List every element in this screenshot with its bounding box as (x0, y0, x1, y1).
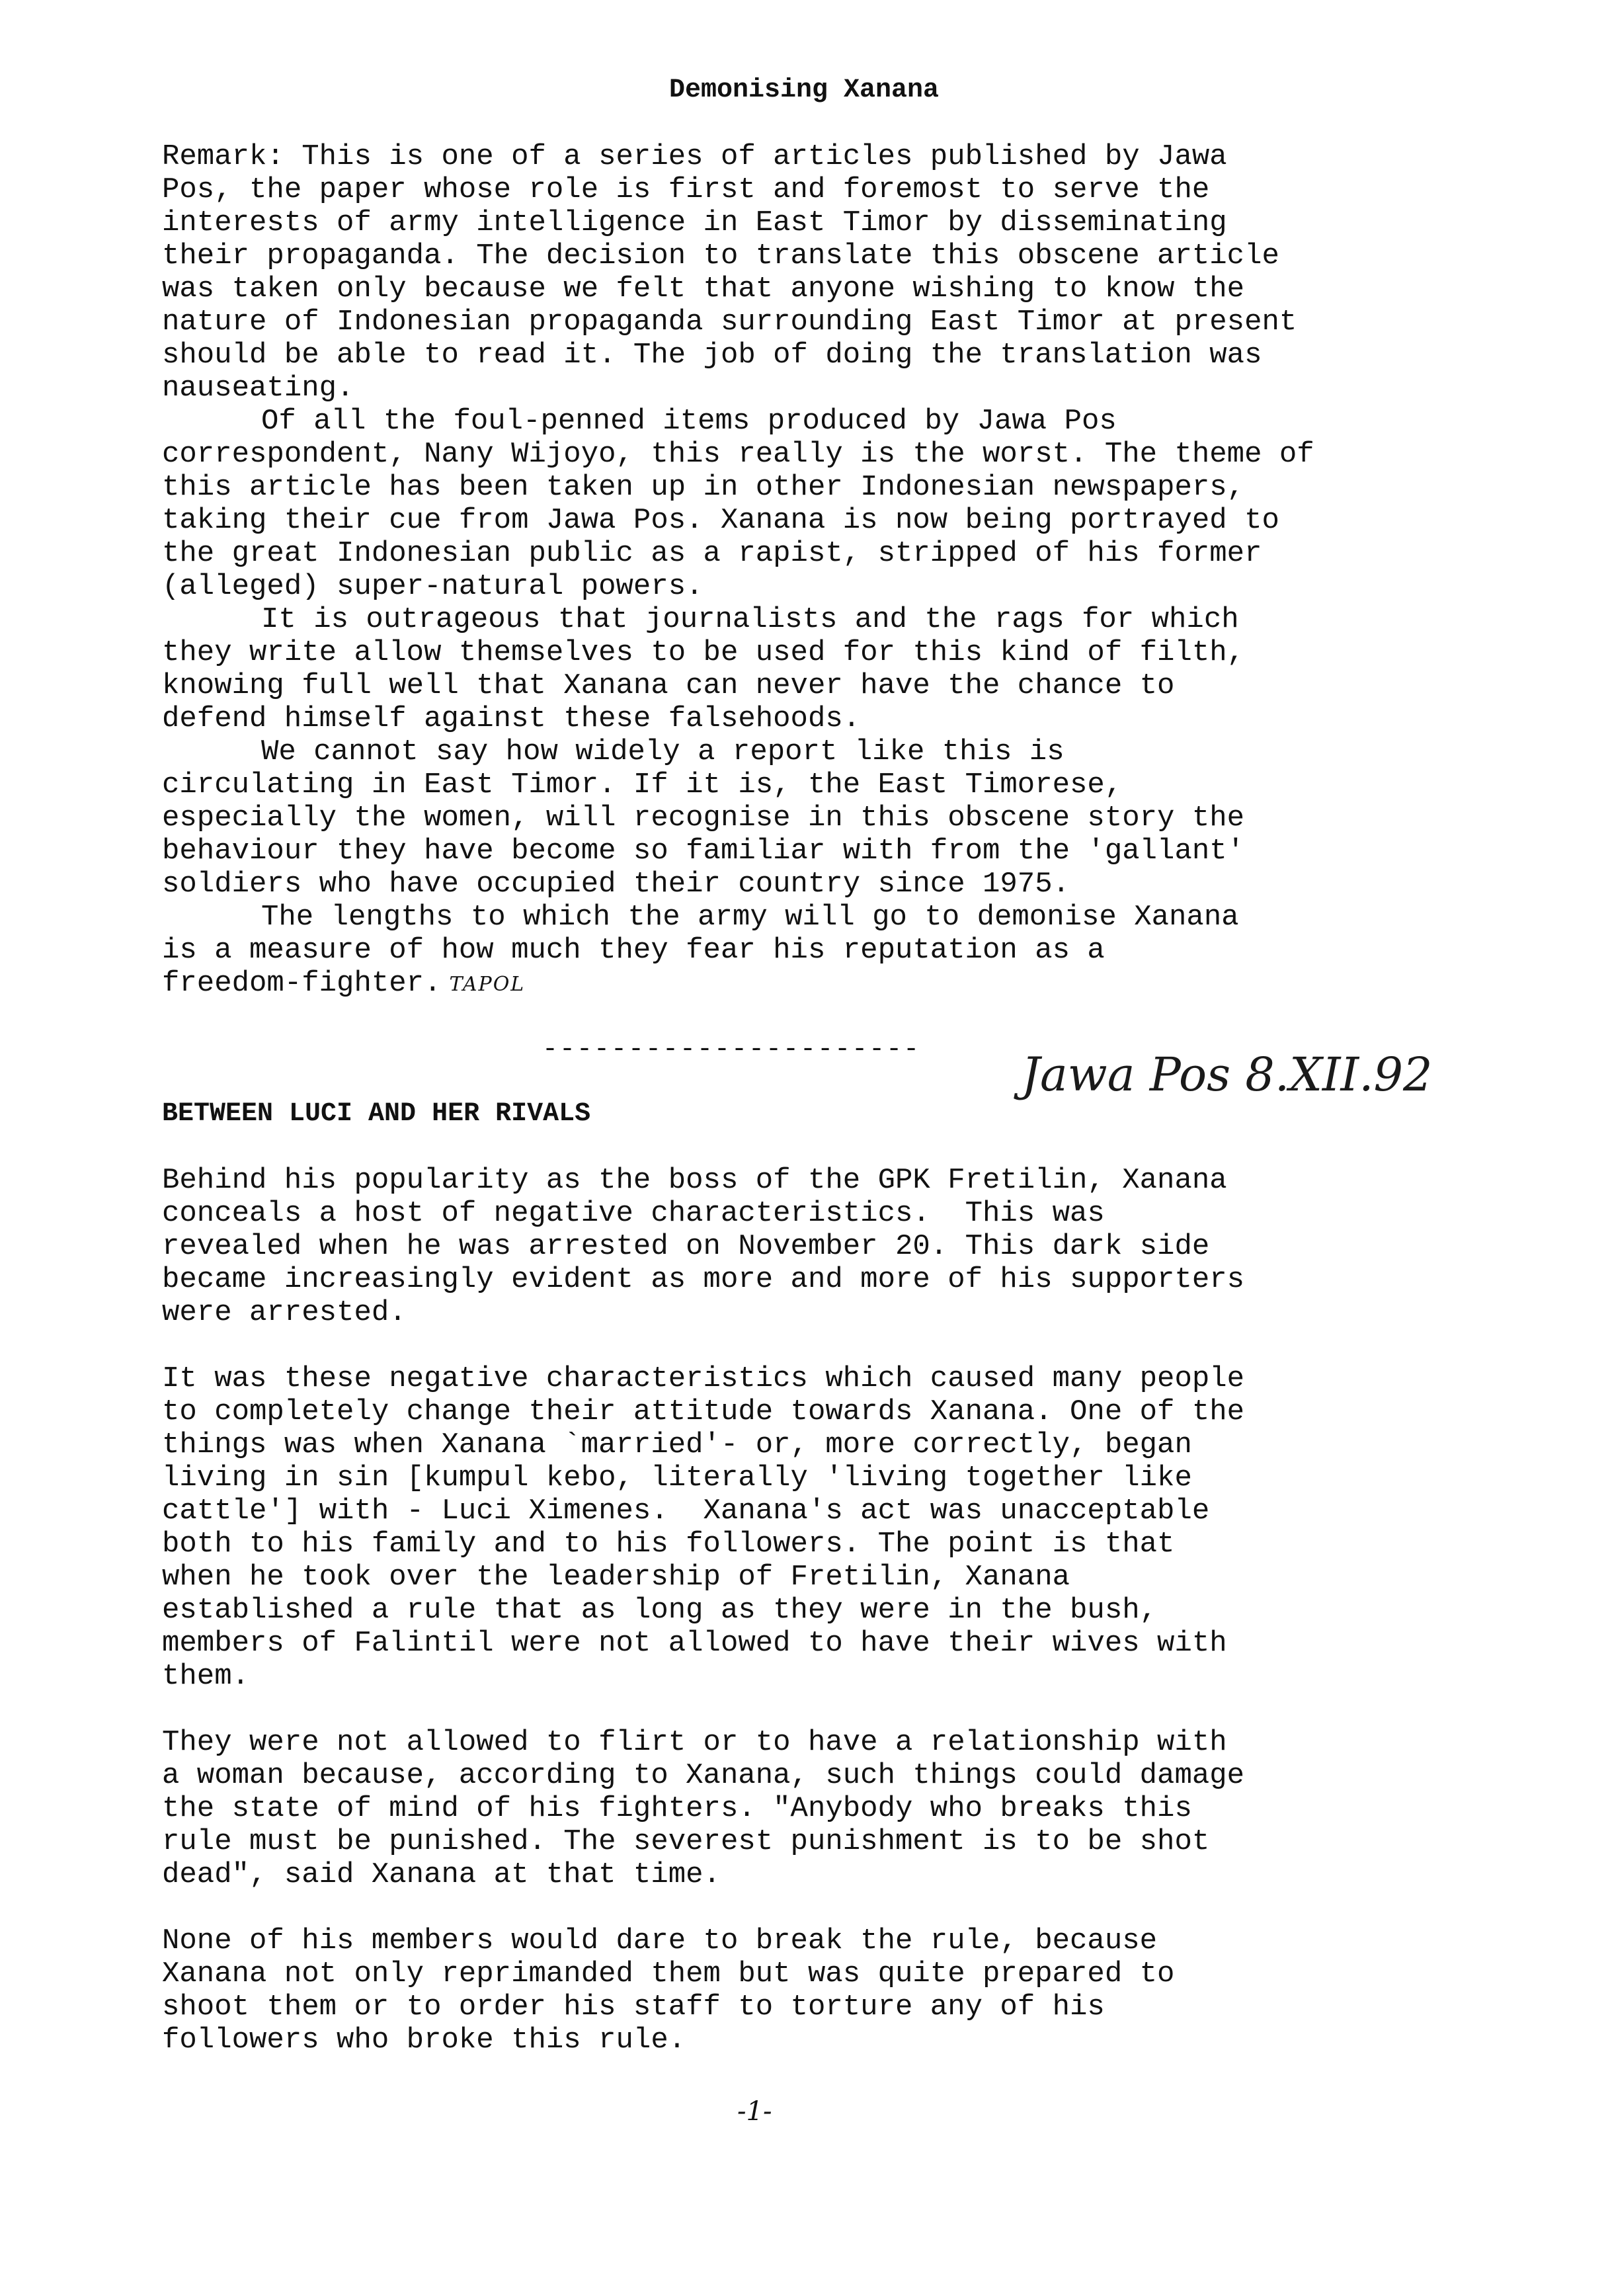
text-line: nauseating. (162, 372, 354, 405)
remark-paragraph-4 (162, 735, 1511, 901)
text-line: they write allow themselves to be used for this kind of filth, (162, 636, 1245, 669)
text-line: Behind his popularity as the boss of the GPK Fretilin, Xanana (162, 1164, 1227, 1197)
article-paragraph-2 (162, 1362, 1511, 1693)
remark-paragraph-5 (162, 901, 1511, 1001)
text-line: None of his members would dare to break the rule, because (162, 1924, 1158, 1957)
text-line: established a rule that as long as they were in the bush, (162, 1594, 1158, 1627)
remark-paragraph-2 (162, 405, 1511, 603)
text-line: shoot them or to order his staff to torture any of his (162, 1990, 1105, 2024)
remark-paragraph-3 (162, 603, 1511, 735)
text-line: to completely change their attitude towards Xanana. One of the (162, 1395, 1245, 1428)
text-line: cattle'] with - Luci Ximenes. Xanana's act was unacceptable (162, 1495, 1210, 1528)
text-line: nature of Indonesian propaganda surrounding East Timor at present (162, 306, 1297, 339)
page-number: -1- (737, 2096, 772, 2127)
text-line: the state of mind of his fighters. "Anybody who breaks this (162, 1792, 1192, 1825)
text-line: (alleged) super-natural powers. (162, 570, 704, 603)
remark-paragraph (162, 140, 1511, 405)
remark-block (162, 140, 1511, 1001)
text-line: Of all the foul-penned items produced by Jawa Pos (261, 405, 1117, 438)
text-line: especially the women, will recognise in this obscene story the (162, 801, 1245, 835)
text-line: Xanana not only reprimanded them but was quite prepared to (162, 1957, 1175, 1990)
text-line: taking their cue from Jawa Pos. Xanana is now being portrayed to (162, 504, 1279, 537)
text-line: is a measure of how much they fear his reputation as a (162, 934, 1105, 967)
text-line: rule must be punished. The severest punishment is to be shot (162, 1825, 1210, 1858)
text-line: should be able to read it. The job of doing the translation was (162, 339, 1262, 372)
article-paragraph-3 (162, 1726, 1511, 1891)
text-line: their propaganda. The decision to translate this obscene article (162, 239, 1279, 272)
text-line: Pos, the paper whose role is first and foremost to serve the (162, 173, 1210, 206)
text-line: things was when Xanana `married'- or, more correctly, began (162, 1428, 1192, 1461)
text-line: was taken only because we felt that anyone wishing to know the (162, 272, 1245, 306)
separator-line: ---------------------- (542, 1035, 921, 1065)
text-line: They were not allowed to flirt or to have a relationship with (162, 1726, 1227, 1759)
text-line: a woman because, according to Xanana, such things could damage (162, 1759, 1245, 1792)
text-line: dead", said Xanana at that time. (162, 1858, 721, 1891)
text-line: knowing full well that Xanana can never have the chance to (162, 669, 1175, 702)
text-line: them. (162, 1660, 250, 1693)
text-line: The lengths to which the army will go to demonise Xanana (261, 901, 1239, 934)
text-line: We cannot say how widely a report like this is (261, 735, 1065, 768)
text-line: this article has been taken up in other Indonesian newspapers, (162, 471, 1245, 504)
text-line: soldiers who have occupied their country since 1975. (162, 868, 1070, 901)
text-line: correspondent, Nany Wijoyo, this really is the worst. The theme of (162, 438, 1314, 471)
text-line: circulating in East Timor. If it is, the East Timorese, (162, 768, 1123, 801)
text-line: both to his family and to his followers. The point is that (162, 1528, 1175, 1561)
text-line: were arrested. (162, 1296, 407, 1329)
text-line: interests of army intelligence in East Timor by disseminating (162, 206, 1227, 239)
text-line: followers who broke this rule. (162, 2024, 686, 2057)
handwritten-signature: TAPOL (449, 973, 526, 996)
text-line: defend himself against these falsehoods. (162, 702, 861, 735)
text-line: became increasingly evident as more and more of his supporters (162, 1263, 1245, 1296)
text-line: living in sin [kumpul kebo, literally 'living together like (162, 1461, 1192, 1495)
text-line: the great Indonesian public as a rapist, stripped of his former (162, 537, 1262, 570)
article-heading: BETWEEN LUCI AND HER RIVALS (162, 1099, 591, 1129)
text-line: It is outrageous that journalists and the rags for which (261, 603, 1239, 636)
article-paragraph-1 (162, 1164, 1511, 1329)
text-line: conceals a host of negative characteristics. This was (162, 1197, 1105, 1230)
article-paragraph-4 (162, 1924, 1511, 2057)
text-line: It was these negative characteristics which caused many people (162, 1362, 1245, 1395)
text-line: Remark: This is one of a series of articles published by Jawa (162, 140, 1227, 173)
text-line: behaviour they have become so familiar with from the 'gallant' (162, 835, 1245, 868)
text-line: when he took over the leadership of Fretilin, Xanana (162, 1561, 1070, 1594)
handwritten-source-note: Jawa Pos 8.XII.92 (1022, 1047, 1433, 1102)
text-segment: freedom-fighter. (162, 967, 442, 1000)
page-title: Demonising Xanana (668, 75, 940, 105)
text-line: members of Falintil were not allowed to have their wives with (162, 1627, 1227, 1660)
text-line: revealed when he was arrested on November 20. This dark side (162, 1230, 1210, 1263)
text-line (162, 967, 1511, 1001)
